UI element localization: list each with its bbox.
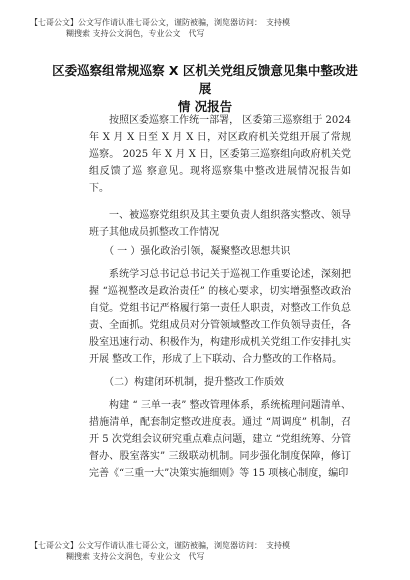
- paragraph-political-guidance: 系统学习总书记总书记关于巡视工作重要论述，深刻把握 “巡视整改是政治责任” 的核心要求，切实增强整改政治 自觉。党组书记严格履行第一责任人职责，对整改工作负总 责、全面抓。党组成员对分管领域整改工作负领导责任，各 股室迅速行动、积极作为，构建形成机关党组工作安排扎实开展 整改工作，形成了上下联动、合力整改的工作格局。: [89, 269, 351, 365]
- title-line-1: 区委巡察组常规巡察 X 区机关党组反馈意见集中整改进展: [52, 63, 358, 96]
- document-body: [89, 112, 351, 482]
- header-line-2: 糊搜索 支持公文润色，专业公文 代写: [66, 29, 205, 38]
- page-header-watermark: [30, 17, 380, 39]
- section-heading-1: 一、被巡察党组织及其主要负责人组织落实整改、领导班子其他成员抓整改工作情况: [89, 210, 351, 238]
- intro-paragraph: 按照区委巡察工作统一部署， 区委第三巡察组于 2024 年 X 月 X 日至 X 月 X 日，对区政府机关党组开展了常规巡察。 2025 年 X 月 X 日，区委第三巡察组向政府机关党组反馈了巡 察意见。现将巡察集中整改进展情况报告如下。: [89, 115, 351, 194]
- footer-line-1: 【七哥公文】公文写作请认准七哥公文，谨防被骗，浏览器访问： 支持模: [30, 541, 290, 550]
- subsection-heading-2: （二）构建闭环机制，提升整改工作质效: [104, 377, 284, 388]
- title-line-2: 情 况报告: [177, 99, 233, 114]
- footer-line-2: 糊搜索 支持公文润色，专业公文 代写: [66, 552, 205, 561]
- paragraph-closed-loop: 构建 “ 三单一表” 整改管理体系，系统梳理问题清单、 措施清单，配套制定整改进度表。通过 “周调度” 机制，召 开 5 次党组会议研究重点难点问题，建立 “党组统筹、分管 督办、股室落实” 三级联动机制。同步强化制度保障，修订 完善《“三重一大”决策实施细则》等 15 项核心制度，编印: [89, 400, 351, 479]
- page-footer-watermark: [30, 540, 380, 562]
- subsection-heading-1: （ 一 ）强化政治引领，凝聚整改思想共识: [104, 246, 291, 257]
- header-line-1: 【七哥公文】公文写作请认准七哥公文，谨防被骗，浏览器访问： 支持模: [30, 18, 290, 27]
- document-title: [50, 62, 360, 116]
